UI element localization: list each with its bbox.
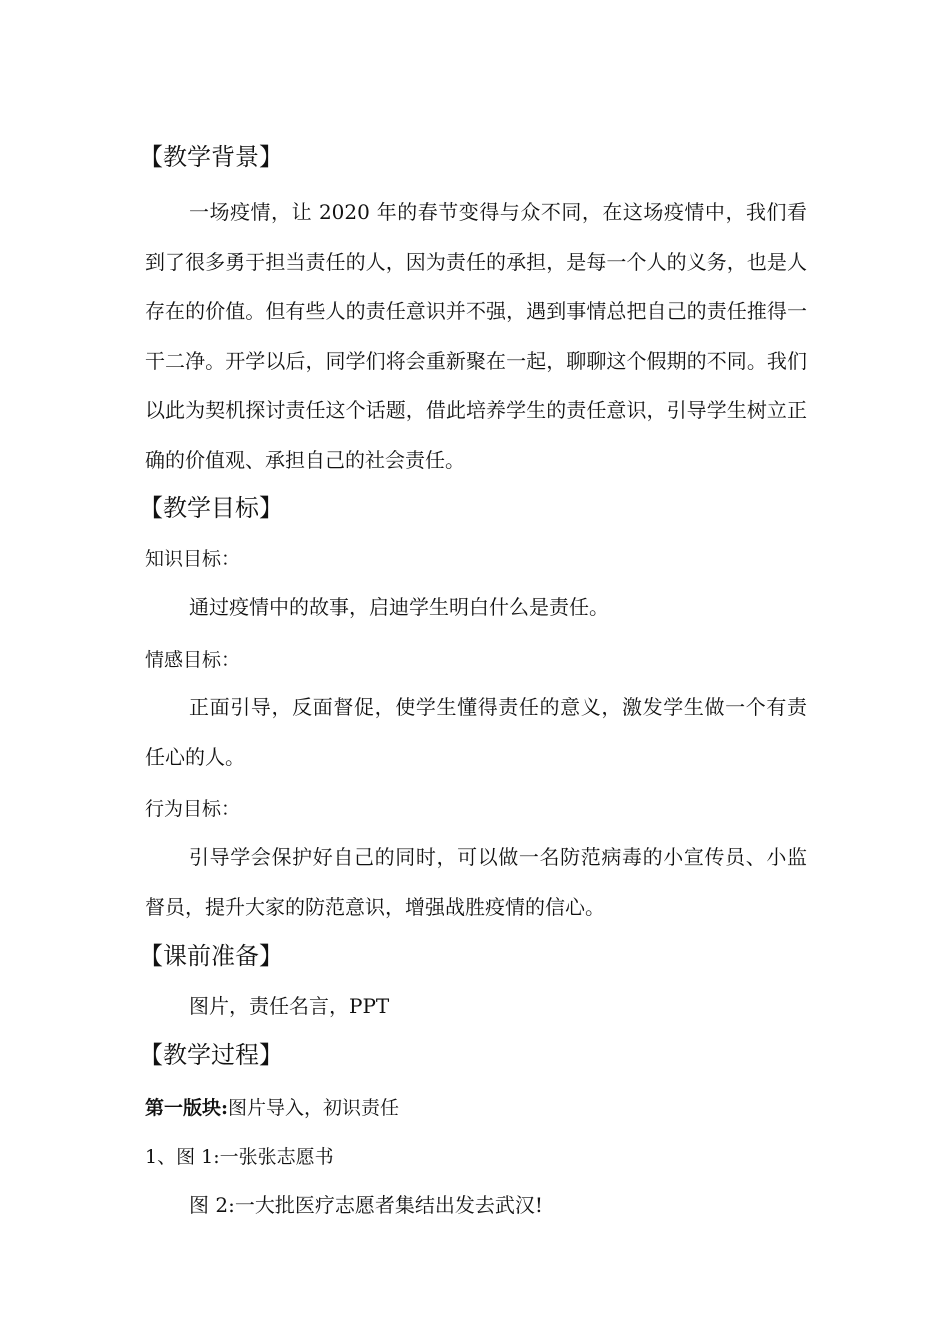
background-paragraph: 一场疫情，让 2020 年的春节变得与众不同，在这场疫情中，我们看到了很多勇于担当责任的人，因为责任的承担，是每一个人的义务，也是人存在的价值。但有些人的责任意识并不强，遇到事情总把自己的责任推得一干二净。开学以后，同学们将会重新聚在一起，聊聊这个假期的不同。我们以此为契机探讨责任这个话题，借此培养学生的责任意识，引导学生树立正确的价值观、承担自己的社会责任。 [145, 200, 807, 472]
process-part1-subtitle: 图片导入，初识责任 [228, 1097, 400, 1119]
process-part1-title: 第一版块: [145, 1097, 229, 1119]
knowledge-goal-label: 知识目标： [145, 548, 241, 570]
heading-background: 【教学背景】 [139, 143, 283, 171]
behavior-goal-label: 行为目标： [145, 798, 241, 820]
prep-text: 图片，责任名言，PPT [189, 994, 390, 1018]
process-part1 [145, 1095, 807, 1121]
heading-goals: 【教学目标】 [139, 494, 283, 522]
process-item-1: 1、图 1:一张张志愿书 [145, 1146, 334, 1168]
heading-process: 【教学过程】 [139, 1041, 283, 1069]
emotion-goal-text: 正面引导，反面督促，使学生懂得责任的意义，激发学生做一个有责任心的人。 [145, 695, 807, 769]
emotion-goal-label: 情感目标： [145, 649, 241, 671]
heading-prep: 【课前准备】 [139, 942, 283, 970]
process-item-2: 图 2:一大批医疗志愿者集结出发去武汉! [189, 1193, 543, 1217]
knowledge-goal-text: 通过疫情中的故事，启迪学生明白什么是责任。 [189, 595, 609, 619]
behavior-goal-text: 引导学会保护好自己的同时，可以做一名防范病毒的小宣传员、小监督员，提升大家的防范意识，增强战胜疫情的信心。 [145, 845, 807, 919]
